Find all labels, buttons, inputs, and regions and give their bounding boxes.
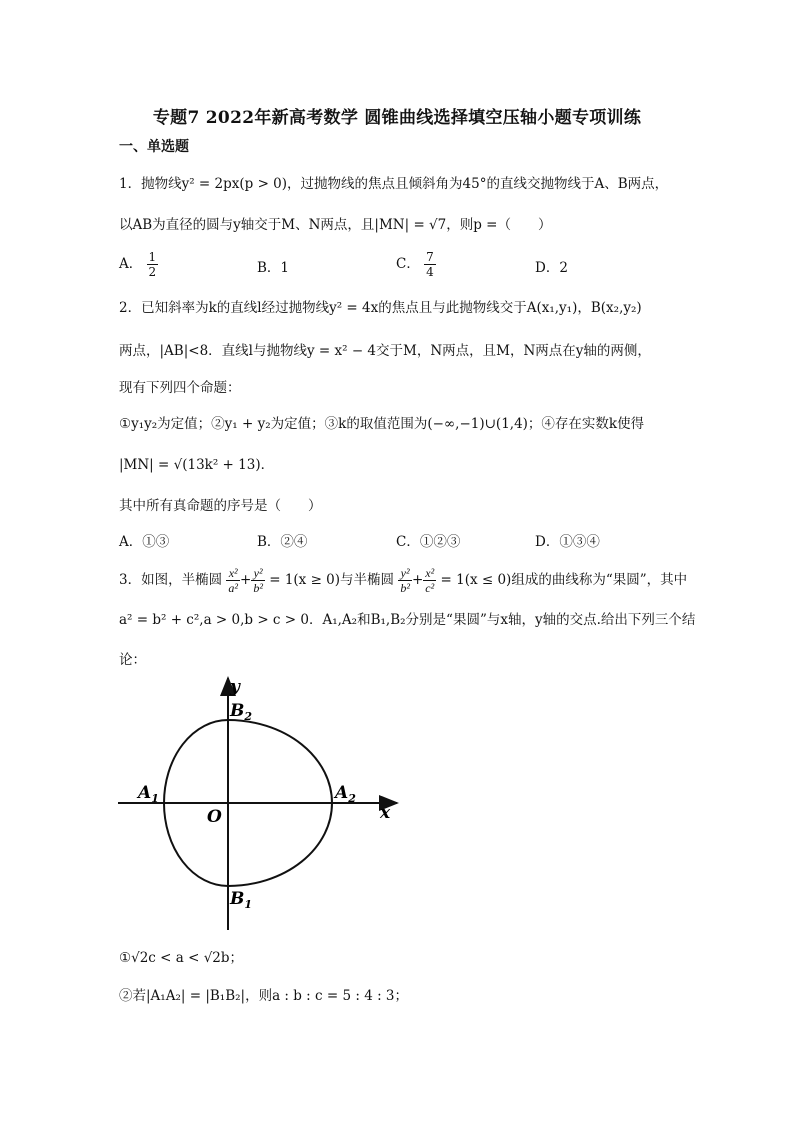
- q3-line1-start: 3．如图，半椭圆: [119, 572, 223, 588]
- point-a1-subscript: 1: [151, 792, 159, 805]
- point-a1-letter: A: [138, 783, 152, 803]
- q1-option-c-numerator: 7: [426, 250, 434, 264]
- y-axis-label: y: [230, 677, 240, 697]
- q3-frac1-num: x²: [226, 566, 240, 581]
- q1-option-c-fraction: [424, 250, 436, 279]
- q3-frac2-den: b²: [253, 581, 263, 595]
- point-a2-subscript: 2: [348, 792, 356, 805]
- q1-line1: 1．抛物线y² = 2px(p > 0)，过抛物线的焦点且倾斜角为45°的直线交抛物线于A、B两点，: [119, 176, 669, 192]
- point-a2-letter: A: [335, 783, 349, 803]
- q1-option-a-numerator: 1: [148, 250, 157, 264]
- q3-frac-y-over-b-2: [398, 566, 412, 595]
- q2-line4: ①y₁y₂为定值；②y₁ + y₂为定值；③k的取值范围为(−∞,−1)∪(1,4)；④存在实数k使得: [119, 416, 645, 432]
- q2-option-c: C．①②③: [396, 534, 461, 550]
- q3-frac3-den: b²: [400, 581, 410, 595]
- q3-conclusion-2: ②若|A₁A₂| = |B₁B₂|，则a : b : c = 5 : 4 : 3；: [119, 988, 409, 1004]
- x-axis-label: x: [380, 803, 391, 823]
- q2-option-d: D．①③④: [535, 534, 600, 550]
- q3-line1-mid: = 1(x ≥ 0)与半椭圆: [269, 572, 395, 588]
- point-b2-subscript: 2: [244, 710, 253, 723]
- q3-frac4-num: x²: [425, 566, 435, 580]
- q2-line1: 2．已知斜率为k的直线l经过抛物线y² = 4x的焦点且与此抛物线交于A(x₁,y₁)，B(x₂,y₂): [119, 300, 642, 316]
- q2-option-b: B．②④: [257, 534, 308, 550]
- point-b2-letter: B: [230, 701, 245, 721]
- q2-line6: 其中所有真命题的序号是（ ）: [119, 498, 322, 514]
- q1-option-a-label: A．: [119, 256, 143, 272]
- fruit-ellipse-figure: [110, 672, 410, 934]
- q2-option-a: A．①③: [119, 534, 170, 550]
- q1-option-a-fraction: [147, 250, 159, 279]
- q1-option-a-denominator: 2: [148, 265, 157, 279]
- point-b2-label: [229, 701, 252, 723]
- point-b1-letter: B: [230, 889, 245, 909]
- q1-option-a: [119, 250, 158, 279]
- point-b1-subscript: 1: [244, 898, 253, 911]
- q3-line1: 3．如图，半椭圆 $\frac{\text{x²}}{\text{a²}}$ + $\frac{\text{y²}}{\text{b²}}$ = 1(x ≥ 0)与半椭圆 $\frac{\text{y²}}{\text{b²}}$ + $\frac{\text{x²}}{\text{c²}}$ = 1(x ≤ 0)组成的曲线称为“果圆”，其中: [119, 566, 688, 595]
- q3-frac4-den: c²: [425, 581, 435, 595]
- q3-frac3-num: y²: [398, 566, 412, 581]
- q3-frac-x-over-a: [226, 566, 240, 595]
- q3-frac1-den: a²: [228, 581, 238, 595]
- point-a2-label: [333, 783, 356, 805]
- point-b1-label: [229, 889, 252, 911]
- q2-line2: 两点，|AB|<8．直线l与抛物线y = x² − 4交于M，N两点，且M，N两点在y轴的两侧，: [119, 343, 651, 359]
- q3-line3: 论：: [119, 652, 146, 668]
- q1-option-c-denominator: 4: [426, 265, 434, 279]
- q1-option-c: [396, 250, 436, 279]
- point-a1-label: [136, 783, 159, 805]
- q3-line2: a² = b² + c²,a > 0,b > c > 0．A₁,A₂和B₁,B₂分别是“果圆”与x轴，y轴的交点.给出下列三个结: [119, 612, 696, 628]
- q1-option-b: B．1: [257, 260, 290, 276]
- page-title: 专题7 2022年新高考数学 圆锥曲线选择填空压轴小题专项训练: [152, 108, 642, 128]
- q3-conclusion-1: ①√2c < a < √2b；: [119, 950, 244, 966]
- q2-line5: |MN| = √(13k² + 13)．: [119, 457, 275, 473]
- origin-label: O: [207, 807, 222, 827]
- section-heading: 一、单选题: [119, 139, 189, 155]
- q3-frac-y-over-b: [251, 566, 265, 595]
- q1-option-d: D．2: [535, 260, 568, 276]
- q3-frac2-num: y²: [251, 566, 265, 581]
- q3-frac-x-over-c: [423, 566, 436, 595]
- q2-line3: 现有下列四个命题：: [119, 380, 241, 396]
- q3-line1-end: = 1(x ≤ 0)组成的曲线称为“果圆”，其中: [440, 572, 688, 588]
- q1-option-c-label: C．: [396, 256, 420, 272]
- q1-line2: 以AB为直径的圆与y轴交于M、N两点，且|MN| = √7，则p =（ ）: [119, 217, 552, 233]
